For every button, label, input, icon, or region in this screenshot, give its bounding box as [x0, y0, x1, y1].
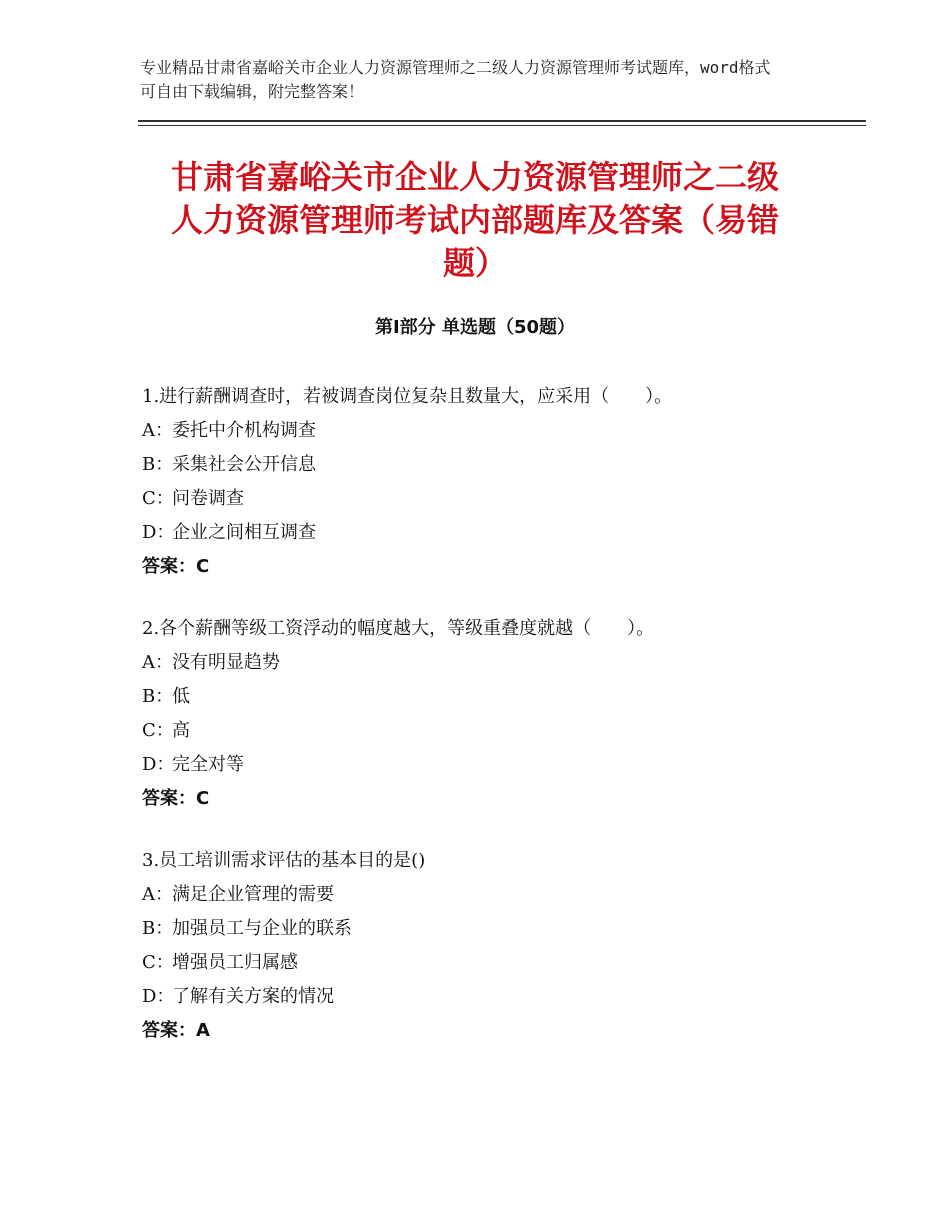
answer-line [142, 1014, 822, 1048]
option-d [142, 516, 822, 550]
question-list [142, 380, 822, 1076]
option-key: D： [142, 522, 175, 543]
title-line: 甘肃省嘉峪关市企业人力资源管理师之二级 [170, 158, 779, 196]
question-3 [142, 844, 822, 1048]
question-stem: 1.进行薪酬调查时，若被调查岗位复杂且数量大，应采用（ ）。 [142, 386, 673, 407]
option-key: A： [142, 884, 173, 905]
option-d [142, 980, 822, 1014]
option-text: 完全对等 [172, 754, 244, 775]
option-b [142, 912, 822, 946]
answer-line [142, 782, 822, 816]
section-title: 第Ⅰ部分 单选题（50题） [374, 317, 575, 338]
option-text: 委托中介机构调查 [172, 420, 316, 441]
option-key: D： [142, 986, 175, 1007]
option-key: C： [142, 952, 174, 973]
header-note: 专业精品甘肃省嘉峪关市企业人力资源管理师之二级人力资源管理师考试题库，word格式可自由下载编辑，附完整答案！ [140, 58, 771, 101]
header-rule-thick [138, 120, 866, 122]
option-c [142, 714, 822, 748]
option-text: 没有明显趋势 [172, 652, 280, 673]
option-c [142, 946, 822, 980]
option-text: 了解有关方案的情况 [172, 986, 334, 1007]
option-text: 增强员工归属感 [172, 952, 298, 973]
question-stem: 3.员工培训需求评估的基本目的是() [142, 850, 426, 871]
question-1 [142, 380, 822, 584]
question-2 [142, 612, 822, 816]
answer-value: C [196, 556, 210, 577]
option-key: C： [142, 720, 174, 741]
title-line: 题） [442, 244, 507, 282]
answer-line [142, 550, 822, 584]
option-a [142, 414, 822, 448]
option-text: 问卷调查 [172, 488, 244, 509]
option-text: 采集社会公开信息 [172, 454, 316, 475]
option-text: 高 [172, 720, 190, 741]
question-stem: 2.各个薪酬等级工资浮动的幅度越大，等级重叠度就越（ ）。 [142, 618, 655, 639]
option-key: A： [142, 652, 173, 673]
option-c [142, 482, 822, 516]
answer-label: 答案： [142, 788, 196, 809]
title-line: 人力资源管理师考试内部题库及答案（易错 [170, 201, 779, 239]
option-key: B： [142, 686, 174, 707]
option-b [142, 680, 822, 714]
answer-label: 答案： [142, 556, 196, 577]
option-text: 满足企业管理的需要 [172, 884, 334, 905]
option-b [142, 448, 822, 482]
answer-label: 答案： [142, 1020, 196, 1041]
option-text: 加强员工与企业的联系 [172, 918, 352, 939]
option-key: C： [142, 488, 174, 509]
document-title [130, 156, 820, 285]
option-text: 低 [172, 686, 190, 707]
option-key: B： [142, 454, 174, 475]
option-key: D： [142, 754, 175, 775]
answer-value: C [196, 788, 210, 809]
option-text: 企业之间相互调查 [172, 522, 316, 543]
option-d [142, 748, 822, 782]
option-key: B： [142, 918, 174, 939]
option-a [142, 878, 822, 912]
option-a [142, 646, 822, 680]
option-key: A： [142, 420, 173, 441]
header-rule-thin [138, 125, 866, 126]
answer-value: A [196, 1020, 210, 1041]
